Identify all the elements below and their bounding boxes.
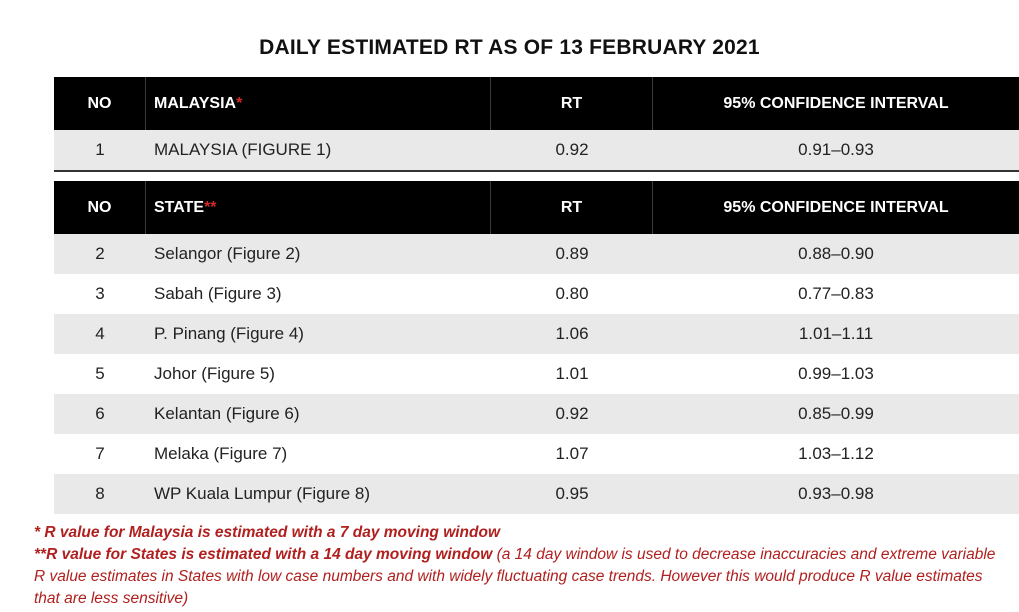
cell-ci: 0.77–0.83 (798, 284, 874, 303)
cell-ci: 0.93–0.98 (798, 484, 874, 503)
header-state (146, 181, 491, 234)
header-rt: RT (491, 77, 653, 130)
cell-name: WP Kuala Lumpur (Figure 8) (154, 484, 371, 503)
cell-no: 8 (95, 484, 105, 503)
cell-name: Selangor (Figure 2) (154, 244, 301, 263)
footnote-text: R value for Malaysia is estimated with a 7 day moving window (44, 524, 501, 541)
cell-ci: 0.99–1.03 (798, 364, 874, 383)
cell-ci: 0.88–0.90 (798, 244, 874, 263)
cell-rt: 0.92 (555, 404, 589, 423)
cell-rt: 0.80 (555, 284, 589, 303)
header-no: NO (54, 181, 146, 234)
header-state-mark: ** (204, 198, 217, 216)
header-rt: RT (491, 181, 653, 234)
cell-no: 2 (95, 244, 105, 263)
table-row (54, 354, 1019, 394)
footnote-states (34, 544, 1009, 610)
table-row (54, 474, 1019, 514)
cell-rt: 0.92 (555, 140, 589, 159)
cell-name: MALAYSIA (FIGURE 1) (154, 140, 332, 159)
cell-rt: 0.89 (555, 244, 589, 263)
header-no: NO (54, 77, 146, 130)
header-malaysia (146, 77, 491, 130)
cell-name: Sabah (Figure 3) (154, 284, 282, 303)
cell-rt: 1.06 (555, 324, 589, 343)
table-row (54, 234, 1019, 274)
cell-ci: 0.91–0.93 (798, 140, 874, 159)
cell-ci: 1.03–1.12 (798, 444, 874, 463)
table-header-row (54, 181, 1019, 234)
malaysia-rt-table (54, 77, 1019, 172)
cell-no: 5 (95, 364, 105, 383)
footnotes (34, 522, 1009, 610)
header-malaysia-mark: * (236, 94, 243, 112)
state-rt-table (54, 181, 1019, 514)
table-header-row (54, 77, 1019, 130)
cell-name: Melaka (Figure 7) (154, 444, 288, 463)
table-row (54, 394, 1019, 434)
cell-rt: 1.07 (555, 444, 589, 463)
cell-no: 7 (95, 444, 105, 463)
footnote-text-bold: R value for States is estimated with a 14 day moving window (46, 546, 493, 563)
header-ci: 95% CONFIDENCE INTERVAL (723, 94, 949, 112)
table-row (54, 314, 1019, 354)
cell-ci: 1.01–1.11 (798, 324, 874, 343)
page-title: DAILY ESTIMATED RT AS OF 13 FEBRUARY 2021 (259, 36, 760, 59)
cell-no: 6 (95, 404, 105, 423)
cell-ci: 0.85–0.99 (798, 404, 874, 423)
header-ci: 95% CONFIDENCE INTERVAL (723, 198, 949, 216)
header-state-label: STATE (154, 198, 205, 216)
cell-no: 4 (95, 324, 105, 343)
cell-name: Kelantan (Figure 6) (154, 404, 300, 423)
cell-rt: 0.95 (555, 484, 589, 503)
footnote-malaysia (34, 522, 1009, 544)
cell-name: Johor (Figure 5) (154, 364, 275, 383)
cell-name: P. Pinang (Figure 4) (154, 324, 304, 343)
cell-no: 3 (95, 284, 105, 303)
table-row (54, 130, 1019, 172)
table-row (54, 274, 1019, 314)
cell-rt: 1.01 (555, 364, 589, 383)
footnote-mark: * (34, 524, 41, 541)
table-row (54, 434, 1019, 474)
header-malaysia-label: MALAYSIA (154, 94, 237, 112)
footnote-text-detail: (a 14 day window is used to decrease inaccuracies and extreme variable R value estimates in States with low case numbers and with widely fluctuating case trends. However this would produce R value estimates that are less sensitive) (34, 546, 996, 607)
footnote-mark: ** (34, 546, 47, 563)
cell-no: 1 (95, 140, 105, 159)
